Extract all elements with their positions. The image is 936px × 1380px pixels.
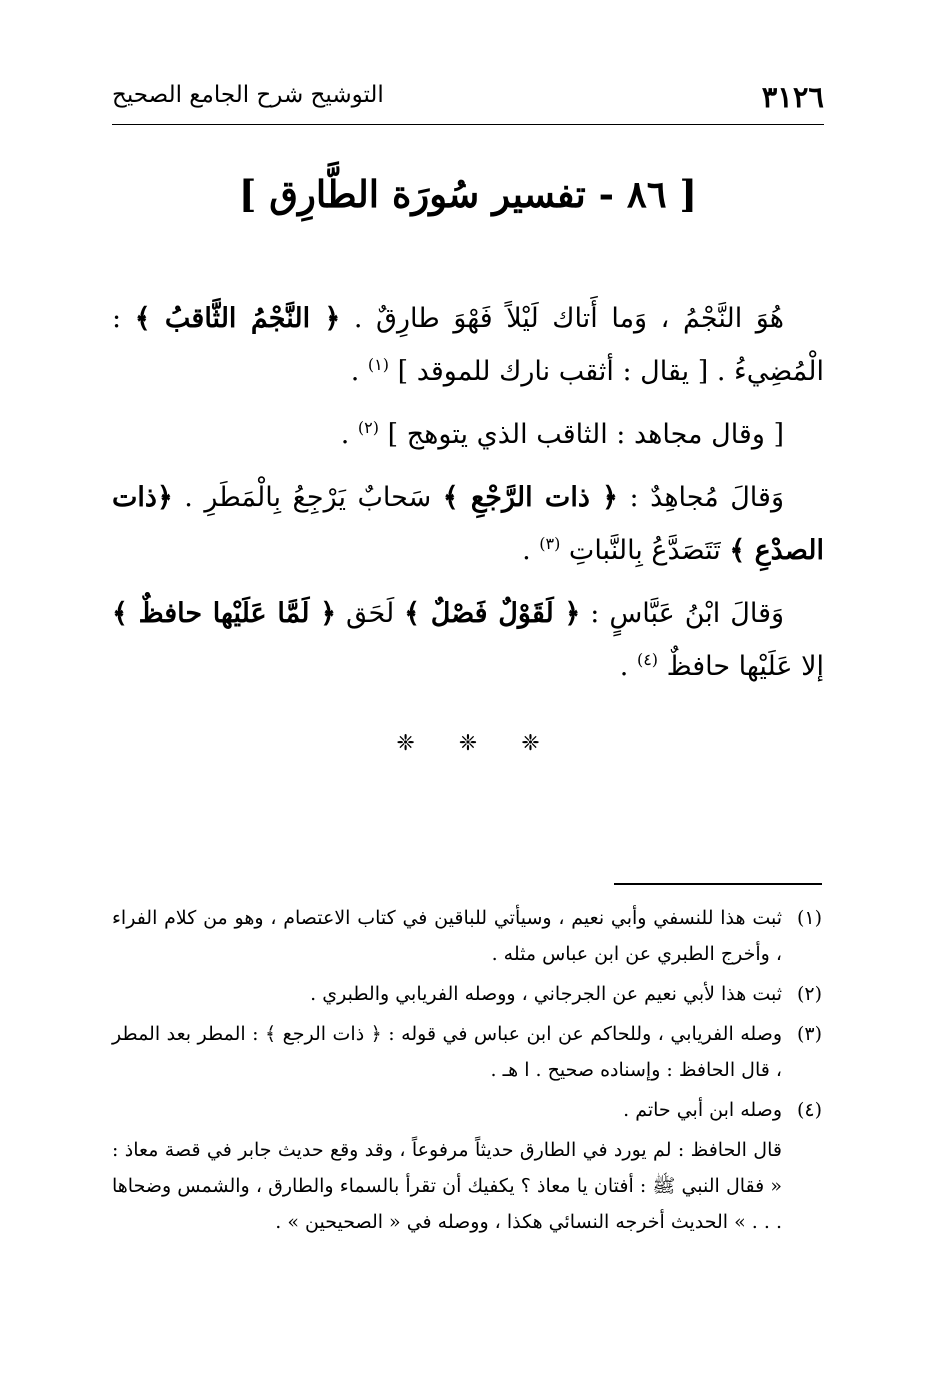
text-run: . — [350, 356, 368, 387]
footnote-text: وصله الفريابي ، وللحاكم عن ابن عباس في قوله : ﴿ ذات الرجع ﴾ : المطر بعد المطر ، قال الحافظ : وإسناده صحيح . ا هـ . — [112, 1023, 782, 1081]
text-run: هُوَ النَّجْمُ ، وَما أَتاك لَيْلاً فَهْوَ طارِقٌ . — [340, 303, 784, 334]
section-separator — [112, 731, 824, 756]
asterisk-ornament: ❈ — [396, 731, 415, 756]
text-run: . — [340, 419, 358, 450]
footnote-text: ثبت هذا لأبي نعيم عن الجرجاني ، ووصله الفريابي والطبري . — [310, 983, 782, 1005]
text-run: وَقالَ ابْنُ عَبَّاسٍ : — [580, 598, 785, 629]
footnote-ref-1[interactable]: (١) — [367, 355, 390, 374]
page-header — [112, 80, 824, 116]
paragraph-2 — [112, 408, 824, 464]
text-run: . — [522, 535, 540, 566]
chapter-title: [ ٨٦ - تفسير سُورَة الطَّارِق ] — [238, 172, 698, 216]
footnote-ref-3[interactable]: (٣) — [539, 534, 561, 553]
text-run: [ وقال مجاهد : الثاقب الذي يتوهج ] — [379, 419, 784, 450]
paragraph-3 — [112, 471, 824, 580]
header-rule — [112, 124, 824, 125]
footnote-text: وصله ابن أبي حاتم . — [623, 1099, 782, 1121]
text-run: وَقالَ مُجاهِدٌ : — [618, 482, 784, 513]
footnote-number: (٣) — [796, 1023, 822, 1045]
running-title: التوشيح شرح الجامع الصحيح — [112, 82, 384, 108]
asterisk-ornament: ❈ — [458, 731, 478, 756]
text-run: تَتَصَدَّعُ بِالنَّباتِ — [560, 535, 730, 566]
footnote-rule — [614, 883, 822, 885]
text-run: : الْمُضِيءُ . [ يقال : أثقب نارك للموقد ] — [112, 303, 824, 387]
quran-quote: ﴿ لَقَوْلٌ فَصْلٌ ﴾ — [404, 598, 581, 629]
footnote-4-commentary: قال الحافظ : لم يورد في الطارق حديثاً مرفوعاً ، وقد وقع حديث جابر في قصة معاذ : « فقال النبي ﷺ : أفتان يا معاذ ؟ يكفيك أن تقرأ بالسماء والطارق ، والشمس وضحاها . . . » الحديث أخرجه النسائي هكذا ، ووصله في « الصحيحين » . — [112, 1139, 782, 1233]
footnote-4 — [112, 1092, 822, 1128]
footnote-number: (٤) — [796, 1099, 822, 1121]
footnote-1 — [112, 900, 822, 972]
footnotes — [112, 900, 822, 1240]
quran-quote: ﴿ لَمَّا عَلَيْها حافظٌ ﴾ — [112, 598, 337, 629]
text-run: . — [619, 651, 637, 682]
footnote-text: ثبت هذا للنسفي وأبي نعيم ، وسيأتي للباقين في كتاب الاعتصام ، وهو من كلام الفراء ، وأخرج الطبري عن ابن عباس مثله . — [112, 907, 782, 965]
footnote-ref-2[interactable]: (٢) — [357, 418, 380, 437]
text-run: إلا عَلَيْها حافظٌ — [658, 651, 824, 682]
asterisk-ornament: ❈ — [521, 731, 540, 756]
paragraph-4 — [112, 587, 824, 696]
footnote-number: (٢) — [796, 983, 822, 1005]
quran-quote: ﴿ النَّجْمُ الثَّاقبُ ﴾ — [134, 303, 341, 334]
main-text — [112, 292, 824, 703]
quran-quote: ﴿ ذات الرَّجْعِ ﴾ — [442, 482, 619, 513]
text-run: سَحابٌ يَرْجِعُ بِالْمَطَرِ . — [172, 482, 443, 513]
text-run: لَحَق — [336, 598, 405, 629]
footnote-2 — [112, 976, 822, 1012]
footnote-3 — [112, 1016, 822, 1088]
footnote-number: (١) — [796, 907, 822, 929]
quran-quote: ﴿ذات الصدْعِ ﴾ — [112, 482, 824, 566]
footnote-ref-4[interactable]: (٤) — [636, 650, 659, 669]
paragraph-1 — [112, 292, 824, 401]
page-number: ٣١٢٦ — [761, 80, 824, 114]
